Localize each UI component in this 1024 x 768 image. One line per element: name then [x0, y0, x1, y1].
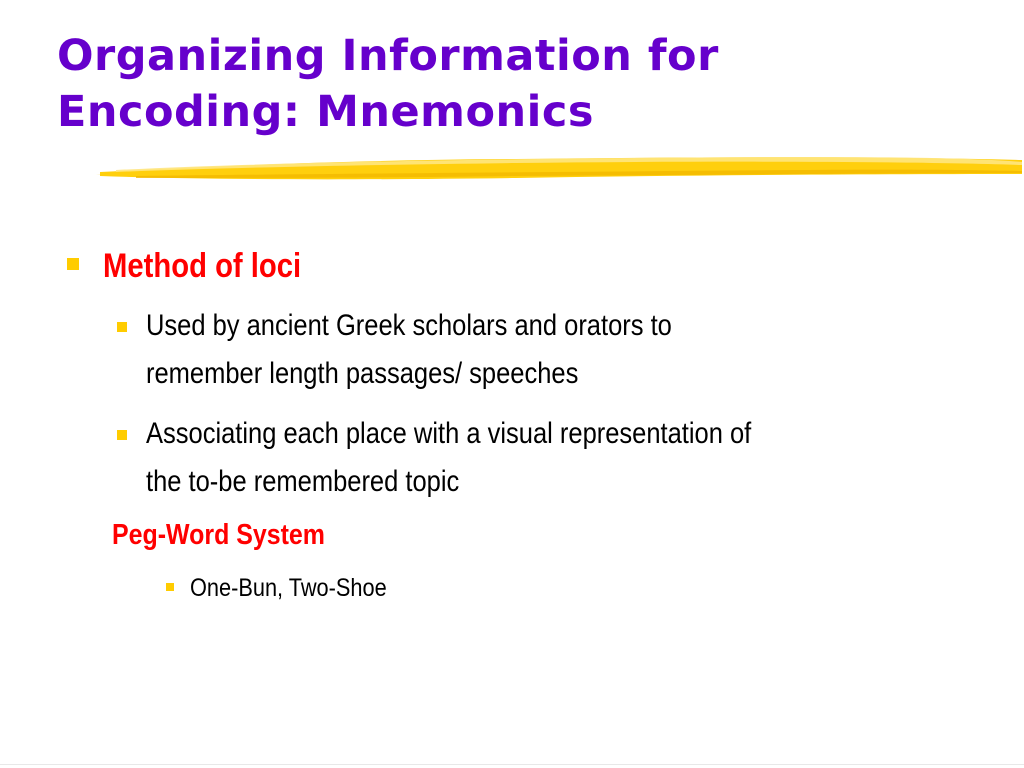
sub-bullet-one-bun: One-Bun, Two-Shoe [190, 574, 387, 602]
sub-bullet-line: Used by ancient Greek scholars and orators to [146, 309, 672, 342]
slide-title-line-1: Organizing Information for [57, 31, 719, 81]
square-bullet-icon [117, 430, 127, 440]
slide-bottom-border [0, 764, 1024, 765]
square-bullet-icon [166, 583, 174, 591]
subheading-peg-word-system: Peg-Word System [112, 519, 325, 551]
sub-bullet-line: Associating each place with a visual representation of [146, 417, 752, 450]
sub-bullet-line: remember length passages/ speeches [146, 357, 579, 390]
bullet-method-of-loci: Method of loci [103, 247, 302, 285]
sub-bullet-ancient-greek [146, 302, 672, 398]
slide-title-line-2: Encoding: Mnemonics [57, 87, 594, 137]
square-bullet-icon [117, 322, 127, 332]
square-bullet-icon [67, 258, 79, 270]
sub-bullet-line: the to-be remembered topic [146, 465, 460, 498]
sub-bullet-associating [146, 410, 751, 506]
